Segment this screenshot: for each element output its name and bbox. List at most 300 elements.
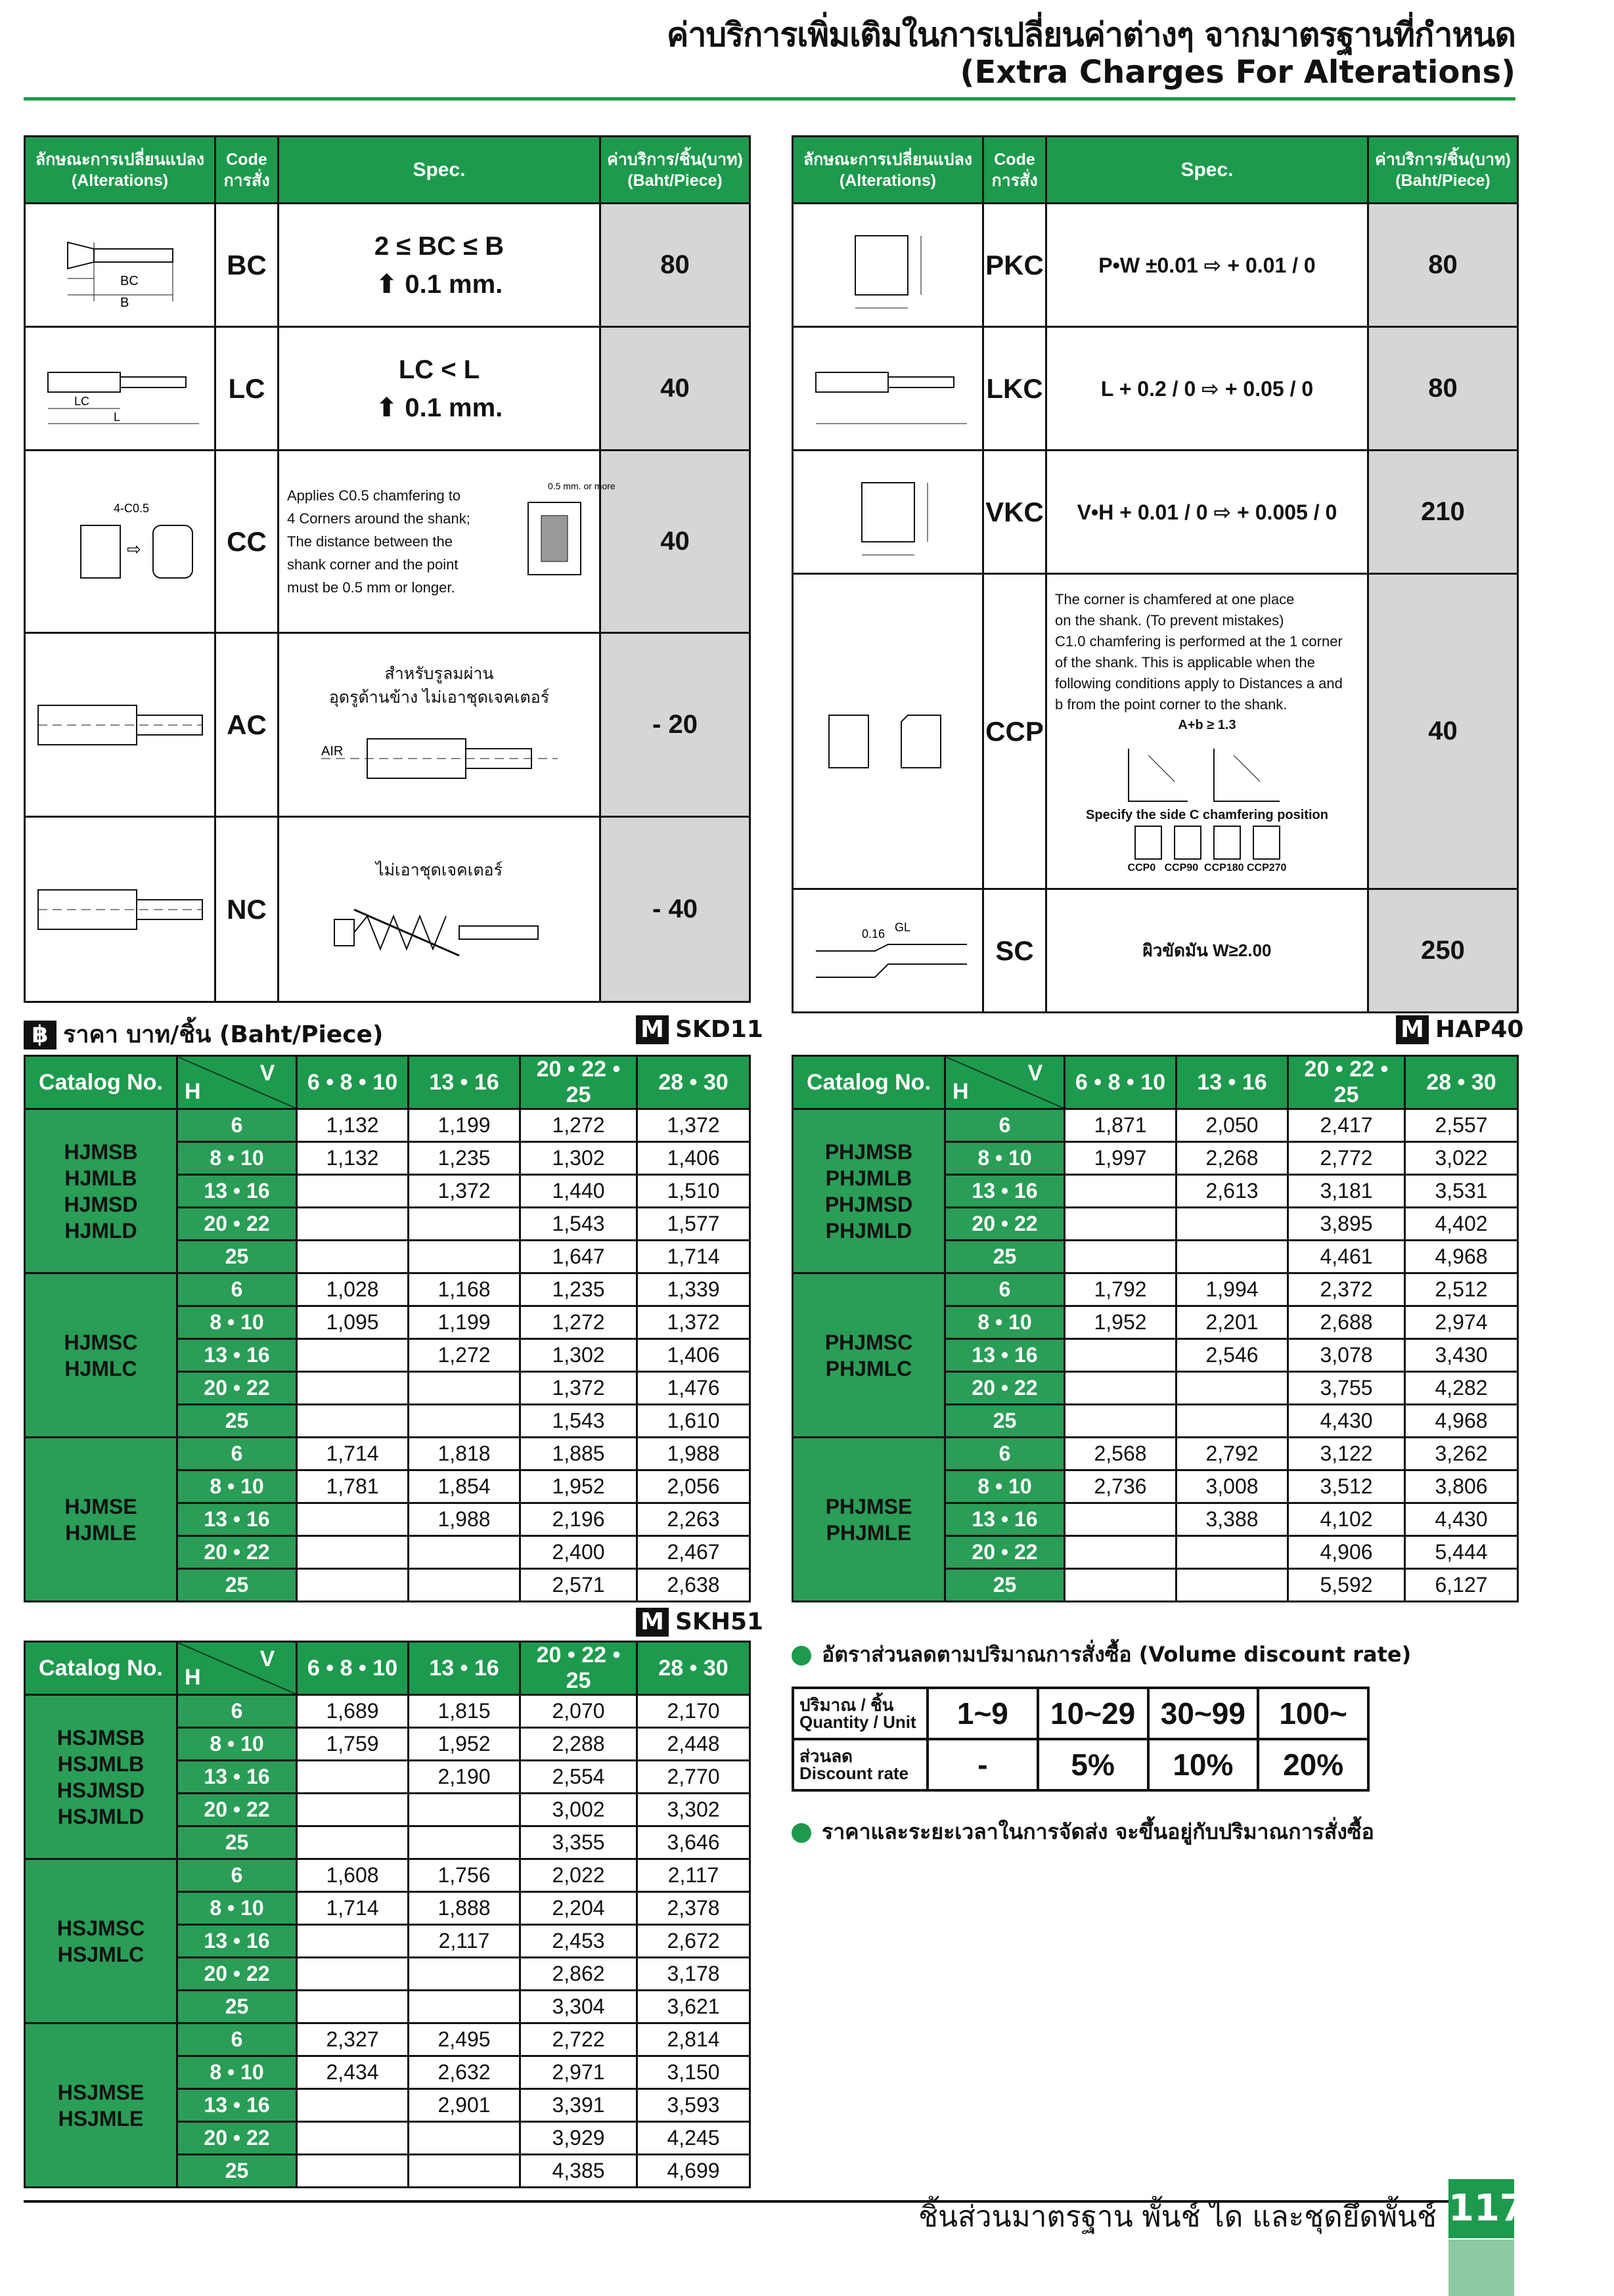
price-cell: 3,593	[637, 2089, 750, 2122]
price-cell: 2,554	[520, 1761, 637, 1794]
catalog-group: HJMSE HJMLE	[25, 1438, 177, 1602]
price-cell: 1,610	[637, 1405, 750, 1438]
price-cell: 1,272	[520, 1109, 637, 1142]
price-cell: 1,339	[637, 1273, 750, 1306]
price-cell: 2,688	[1288, 1306, 1405, 1339]
price-cell: 1,406	[637, 1339, 750, 1372]
price-cell: 2,204	[520, 1892, 637, 1925]
h-value: 20 • 22	[177, 1536, 297, 1569]
h-value: 25	[177, 1569, 297, 1602]
title-divider	[24, 97, 1515, 100]
col-size: 20 • 22 • 25	[520, 1056, 637, 1109]
code-ac: AC	[215, 633, 279, 817]
price-cell	[409, 1826, 520, 1859]
material-icon: M	[636, 1608, 669, 1637]
price-cell	[409, 2122, 520, 2155]
price-cell: 2,117	[409, 1925, 520, 1958]
price-cell: 3,022	[1405, 1142, 1518, 1175]
h-value: 8 • 10	[177, 1306, 297, 1339]
price-cell	[297, 2155, 409, 2188]
text-label: A+b ≥ 1.3	[1178, 717, 1236, 732]
h-value: 6	[177, 1859, 297, 1892]
price-cell: 2,613	[1177, 1175, 1288, 1208]
spec-ac	[279, 633, 600, 817]
h-value: 13 • 16	[177, 1339, 297, 1372]
col-code: Code การสั่ง	[215, 137, 279, 204]
price-cell: 1,871	[1065, 1109, 1177, 1142]
price-cell: 2,190	[409, 1761, 520, 1794]
price-cell: 1,372	[520, 1372, 637, 1405]
price-cell	[1065, 1569, 1177, 1602]
text-label: H	[185, 1664, 201, 1690]
price-cell: 2,022	[520, 1859, 637, 1892]
price-cell: 1,714	[637, 1241, 750, 1273]
price-cell: 2,571	[520, 1569, 637, 1602]
price-cell	[1177, 1405, 1288, 1438]
price-cell	[1065, 1175, 1177, 1208]
spec-lkc: L + 0.2 / 0 ⇨ + 0.05 / 0	[1046, 327, 1368, 451]
col-alterations: ลักษณะการเปลี่ยนแปลง (Alterations)	[25, 137, 215, 204]
h-value: 13 • 16	[177, 2089, 297, 2122]
price-cell	[1177, 1208, 1288, 1241]
price-cell: 1,168	[409, 1273, 520, 1306]
h-value: 6	[177, 1273, 297, 1306]
spec-table-right	[792, 135, 1519, 1013]
h-value: 20 • 22	[945, 1536, 1065, 1569]
material-hap40	[1396, 1015, 1523, 1044]
price-cell: 2,372	[1288, 1273, 1405, 1306]
h-value: 6	[177, 1438, 297, 1470]
up-arrow-icon: ⬆	[375, 393, 398, 422]
price-cell: 3,621	[637, 1991, 750, 2023]
price-cell: 3,122	[1288, 1438, 1405, 1470]
price-cell: 2,288	[520, 1728, 637, 1761]
price-cell: 2,495	[409, 2023, 520, 2056]
price-cell: 1,988	[637, 1438, 750, 1470]
price-cell: 1,028	[297, 1273, 409, 1306]
material-icon: M	[636, 1015, 669, 1044]
col-size: 20 • 22 • 25	[520, 1642, 637, 1695]
page-title-en: (Extra Charges For Alterations)	[960, 54, 1515, 91]
price-cell: 2,400	[520, 1536, 637, 1569]
price-cell: 2,971	[520, 2056, 637, 2089]
price-cell	[1177, 1241, 1288, 1273]
text-label: อัตราส่วนลดตามปริมาณการสั่งซื้อ (Volume discount rate)	[822, 1642, 1412, 1667]
price-cell: 1,714	[297, 1892, 409, 1925]
price-cell: 2,448	[637, 1728, 750, 1761]
price-cell	[297, 1794, 409, 1826]
h-value: 8 • 10	[177, 1892, 297, 1925]
price-cell	[297, 2089, 409, 2122]
col-code: Code การสั่ง	[983, 137, 1046, 204]
text-label: LC	[74, 394, 89, 408]
col-vh	[177, 1056, 297, 1109]
price-cell: 3,391	[520, 2089, 637, 2122]
h-value: 8 • 10	[945, 1306, 1065, 1339]
price-cell	[409, 2155, 520, 2188]
text-label: 0.5 mm. or more	[547, 480, 616, 491]
price-cell: 2,327	[297, 2023, 409, 2056]
col-size: 20 • 22 • 25	[1288, 1056, 1405, 1109]
delivery-note	[792, 1815, 1374, 1849]
price-cell: 4,430	[1405, 1503, 1518, 1536]
col-size: 13 • 16	[409, 1642, 520, 1695]
price-cell: 2,268	[1177, 1142, 1288, 1175]
qty-cell: 10~29	[1038, 1688, 1148, 1739]
col-catalog: Catalog No.	[793, 1056, 945, 1109]
price-cell: 1,406	[637, 1142, 750, 1175]
catalog-group: HJMSC HJMLC	[25, 1273, 177, 1438]
h-value: 8 • 10	[945, 1142, 1065, 1175]
price-cell: 2,736	[1065, 1470, 1177, 1503]
price-cell	[1177, 1372, 1288, 1405]
col-size: 6 • 8 • 10	[297, 1056, 409, 1109]
table-row	[793, 1109, 1518, 1142]
price-cell: 4,282	[1405, 1372, 1518, 1405]
price-cell: 1,510	[637, 1175, 750, 1208]
price-lc: 40	[600, 327, 750, 451]
code-nc: NC	[215, 817, 279, 1002]
price-cell: 3,302	[637, 1794, 750, 1826]
bullet-icon	[792, 1823, 811, 1843]
price-cell: 1,235	[409, 1142, 520, 1175]
price-cell: 1,543	[520, 1405, 637, 1438]
price-cell	[1177, 1536, 1288, 1569]
price-ac: - 20	[600, 633, 750, 817]
price-cell: 2,792	[1177, 1438, 1288, 1470]
price-cell: 1,132	[297, 1109, 409, 1142]
text-label: CCP0 CCP90 CCP180 CCP270	[1127, 862, 1287, 873]
price-cell: 2,417	[1288, 1109, 1405, 1142]
price-cell: 2,546	[1177, 1339, 1288, 1372]
price-cell: 2,196	[520, 1503, 637, 1536]
price-cell: 2,557	[1405, 1109, 1518, 1142]
h-value: 8 • 10	[177, 2056, 297, 2089]
price-cell: 1,714	[297, 1438, 409, 1470]
h-value: 20 • 22	[945, 1372, 1065, 1405]
price-cell: 2,434	[297, 2056, 409, 2089]
price-cell: 1,952	[1065, 1306, 1177, 1339]
h-value: 6	[177, 1695, 297, 1728]
price-cell: 2,056	[637, 1470, 750, 1503]
price-cell: 2,722	[520, 2023, 637, 2056]
price-cell	[409, 1372, 520, 1405]
fig-cc	[25, 451, 215, 633]
price-cell: 1,372	[409, 1175, 520, 1208]
price-cell: 3,929	[520, 2122, 637, 2155]
price-cell: 1,994	[1177, 1273, 1288, 1306]
h-value: 13 • 16	[177, 1175, 297, 1208]
spec-table-left	[24, 135, 751, 1003]
price-cell	[297, 1958, 409, 1991]
col-spec: Spec.	[279, 137, 600, 204]
price-lkc: 80	[1368, 327, 1518, 451]
col-price: ค่าบริการ/ชิ้น(บาท) (Baht/Piece)	[600, 137, 750, 204]
table-row	[25, 1695, 750, 1728]
fig-sc	[793, 889, 983, 1013]
price-cell	[297, 1826, 409, 1859]
catalog-group: HJMSB HJMLB HJMSD HJMLD	[25, 1109, 177, 1273]
price-cell	[1065, 1372, 1177, 1405]
price-cell: 4,430	[1288, 1405, 1405, 1438]
price-table-skh51	[24, 1641, 751, 2188]
price-cell: 1,885	[520, 1438, 637, 1470]
up-arrow-icon: ⬆	[375, 269, 398, 299]
price-cell: 1,608	[297, 1859, 409, 1892]
h-value: 20 • 22	[177, 1958, 297, 1991]
price-cell	[297, 1208, 409, 1241]
col-size: 13 • 16	[409, 1056, 520, 1109]
qty-label: ปริมาณ / ชิ้น Quantity / Unit	[793, 1688, 928, 1739]
h-value: 6	[177, 2023, 297, 2056]
text-label: ราคาและระยะเวลาในการจัดส่ง จะขึ้นอยู่กับปริมาณการสั่งซื้อ	[822, 1819, 1374, 1844]
h-value: 20 • 22	[945, 1208, 1065, 1241]
price-cell: 2,467	[637, 1536, 750, 1569]
text-label: LC < L	[398, 355, 480, 384]
h-value: 25	[177, 1405, 297, 1438]
col-price: ค่าบริการ/ชิ้น(บาท) (Baht/Piece)	[1368, 137, 1518, 204]
col-size: 28 • 30	[637, 1642, 750, 1695]
price-cell	[409, 1536, 520, 1569]
h-value: 8 • 10	[177, 1142, 297, 1175]
material-skd11	[636, 1015, 763, 1044]
price-cell: 2,901	[409, 2089, 520, 2122]
price-table-skd11	[24, 1055, 751, 1602]
price-cell: 1,781	[297, 1470, 409, 1503]
price-cell: 6,127	[1405, 1569, 1518, 1602]
code-lkc: LKC	[983, 327, 1046, 451]
fig-pkc	[793, 204, 983, 327]
price-cell: 1,302	[520, 1142, 637, 1175]
price-cell	[297, 1925, 409, 1958]
price-cell	[409, 1208, 520, 1241]
h-value: 13 • 16	[177, 1925, 297, 1958]
h-value: 6	[945, 1273, 1065, 1306]
spec-line: 2 ≤ BC ≤ B	[374, 231, 504, 261]
text-label: The corner is chamfered at one place on the shank. (To prevent mistakes) C1.0 chamfering is performed at the 1 corner of the shank. This is applicable when the following conditions apply to Distances a and b from the point corner to the shank.	[1055, 590, 1343, 713]
rate-cell: 20%	[1258, 1739, 1368, 1790]
price-cell: 3,388	[1177, 1503, 1288, 1536]
price-cell: 3,806	[1405, 1470, 1518, 1503]
text-label: AIR	[321, 743, 343, 759]
col-catalog: Catalog No.	[25, 1056, 177, 1109]
price-cell: 3,008	[1177, 1470, 1288, 1503]
catalog-group: PHJMSB PHJMLB PHJMSD PHJMLD	[793, 1109, 945, 1273]
col-catalog: Catalog No.	[25, 1642, 177, 1695]
col-size: 28 • 30	[637, 1056, 750, 1109]
price-cell	[297, 1991, 409, 2023]
fig-lc	[25, 327, 215, 451]
price-cell: 1,272	[409, 1339, 520, 1372]
code-cc: CC	[215, 451, 279, 633]
price-cell: 5,592	[1288, 1569, 1405, 1602]
col-vh	[177, 1642, 297, 1695]
h-value: 8 • 10	[945, 1470, 1065, 1503]
price-cell: 3,002	[520, 1794, 637, 1826]
price-cell: 3,304	[520, 1991, 637, 2023]
price-cell: 3,150	[637, 2056, 750, 2089]
h-value: 25	[945, 1241, 1065, 1273]
price-cell: 1,132	[297, 1142, 409, 1175]
text-label: H	[953, 1078, 969, 1104]
h-value: 25	[177, 1241, 297, 1273]
price-cell: 5,444	[1405, 1536, 1518, 1569]
price-cell: 1,988	[409, 1503, 520, 1536]
h-value: 25	[177, 1991, 297, 2023]
fig-lkc	[793, 327, 983, 451]
price-cell: 1,372	[637, 1109, 750, 1142]
h-value: 13 • 16	[177, 1503, 297, 1536]
catalog-group: HSJMSB HSJMLB HSJMSD HSJMLD	[25, 1695, 177, 1859]
price-cell	[409, 1405, 520, 1438]
price-cell: 4,699	[637, 2155, 750, 2188]
page-title-th: ค่าบริการเพิ่มเติมในการเปลี่ยนค่าต่างๆ จากมาตรฐานที่กำหนด	[666, 16, 1515, 54]
price-cell	[297, 1761, 409, 1794]
price-label	[24, 1015, 383, 1053]
price-cell: 2,170	[637, 1695, 750, 1728]
price-cell	[409, 1569, 520, 1602]
table-row	[25, 2023, 750, 2056]
h-value: 13 • 16	[177, 1761, 297, 1794]
rate-label: ส่วนลด Discount rate	[793, 1739, 928, 1790]
spec-lc	[279, 327, 600, 451]
text-label: HAP40	[1435, 1016, 1524, 1043]
rate-cell: 10%	[1148, 1739, 1259, 1790]
price-cell	[297, 1372, 409, 1405]
price-cell: 1,818	[409, 1438, 520, 1470]
fig-ac	[25, 633, 215, 817]
price-cell: 1,440	[520, 1175, 637, 1208]
price-cell: 2,770	[637, 1761, 750, 1794]
rate-cell: 5%	[1038, 1739, 1148, 1790]
price-cell	[1065, 1241, 1177, 1273]
price-pkc: 80	[1368, 204, 1518, 327]
price-cell: 1,095	[297, 1306, 409, 1339]
material-skh51	[636, 1608, 763, 1637]
price-cell: 2,772	[1288, 1142, 1405, 1175]
price-sc: 250	[1368, 889, 1518, 1013]
spec-text: Applies C0.5 chamfering to 4 Corners around the shank; The distance between the shank corner and the point must be 0.5 mm or longer.	[287, 487, 470, 596]
spec-sc: ผิวขัดมัน W≥2.00	[1046, 889, 1368, 1013]
material-icon: M	[1396, 1015, 1429, 1044]
side-tab	[1448, 2240, 1514, 2296]
price-cell: 3,078	[1288, 1339, 1405, 1372]
page-number: 117	[1448, 2179, 1514, 2238]
fig-ccp	[793, 574, 983, 889]
price-cell	[297, 1405, 409, 1438]
h-value: 20 • 22	[177, 1372, 297, 1405]
h-value: 6	[177, 1109, 297, 1142]
price-cell: 2,974	[1405, 1306, 1518, 1339]
price-cell: 1,756	[409, 1859, 520, 1892]
price-cell: 1,888	[409, 1892, 520, 1925]
code-pkc: PKC	[983, 204, 1046, 327]
h-value: 6	[945, 1438, 1065, 1470]
col-size: 13 • 16	[1177, 1056, 1288, 1109]
h-value: 20 • 22	[177, 1794, 297, 1826]
price-cell: 1,543	[520, 1208, 637, 1241]
h-value: 13 • 16	[945, 1339, 1065, 1372]
discount-title	[792, 1638, 1411, 1671]
h-value: 25	[945, 1569, 1065, 1602]
price-cell	[1065, 1536, 1177, 1569]
baht-icon: ฿	[24, 1021, 56, 1049]
price-cell: 2,638	[637, 1569, 750, 1602]
price-cell: 2,201	[1177, 1306, 1288, 1339]
price-cell: 1,952	[409, 1728, 520, 1761]
col-vh	[945, 1056, 1065, 1109]
price-cell: 2,568	[1065, 1438, 1177, 1470]
price-cell: 3,531	[1405, 1175, 1518, 1208]
price-cell: 1,647	[520, 1241, 637, 1273]
code-vkc: VKC	[983, 451, 1046, 574]
discount-table	[792, 1687, 1370, 1792]
fig-label: BC	[120, 273, 139, 288]
text-label: ราคา บาท/ชิ้น (Baht/Piece)	[63, 1021, 384, 1048]
price-cell	[409, 1241, 520, 1273]
price-cell	[297, 1241, 409, 1273]
table-row	[25, 1273, 750, 1306]
price-cell: 1,577	[637, 1208, 750, 1241]
price-cell: 1,997	[1065, 1142, 1177, 1175]
qty-cell: 100~	[1258, 1688, 1368, 1739]
spec-cc	[279, 451, 616, 633]
price-cell: 1,689	[297, 1695, 409, 1728]
qty-cell: 1~9	[928, 1688, 1038, 1739]
h-value: 25	[177, 1826, 297, 1859]
catalog-group: HSJMSC HSJMLC	[25, 1859, 177, 2023]
price-cell: 2,050	[1177, 1109, 1288, 1142]
col-size: 28 • 30	[1405, 1056, 1518, 1109]
text-label: 0.1 mm.	[405, 393, 503, 422]
spec-nc	[279, 817, 600, 1002]
price-cell	[409, 1958, 520, 1991]
text-label: L	[113, 410, 120, 424]
col-alterations: ลักษณะการเปลี่ยนแปลง (Alterations)	[793, 137, 983, 204]
price-cell	[297, 1503, 409, 1536]
price-cell	[297, 1175, 409, 1208]
price-cell	[1065, 1208, 1177, 1241]
text-label: H	[185, 1078, 201, 1104]
price-cell: 2,117	[637, 1859, 750, 1892]
h-value: 20 • 22	[177, 2122, 297, 2155]
price-cell: 4,968	[1405, 1241, 1518, 1273]
price-nc: - 40	[600, 817, 750, 1002]
price-cell: 2,862	[520, 1958, 637, 1991]
col-spec: Spec.	[1046, 137, 1368, 204]
price-cell: 1,272	[520, 1306, 637, 1339]
price-cell	[297, 1339, 409, 1372]
price-cell	[1065, 1405, 1177, 1438]
table-row	[793, 1438, 1518, 1470]
price-cell: 2,814	[637, 2023, 750, 2056]
price-cell: 2,070	[520, 1695, 637, 1728]
rate-cell: -	[928, 1739, 1038, 1790]
price-cell: 2,378	[637, 1892, 750, 1925]
code-sc: SC	[983, 889, 1046, 1013]
price-cell: 1,952	[520, 1470, 637, 1503]
price-cell: 3,355	[520, 1826, 637, 1859]
code-bc: BC	[215, 204, 279, 327]
price-cell: 2,672	[637, 1925, 750, 1958]
svg-text:⇨: ⇨	[126, 539, 141, 559]
price-cell: 4,102	[1288, 1503, 1405, 1536]
price-cell	[409, 1991, 520, 2023]
table-row	[25, 1859, 750, 1892]
price-cell	[409, 1794, 520, 1826]
price-cell: 3,755	[1288, 1372, 1405, 1405]
price-cell: 2,453	[520, 1925, 637, 1958]
